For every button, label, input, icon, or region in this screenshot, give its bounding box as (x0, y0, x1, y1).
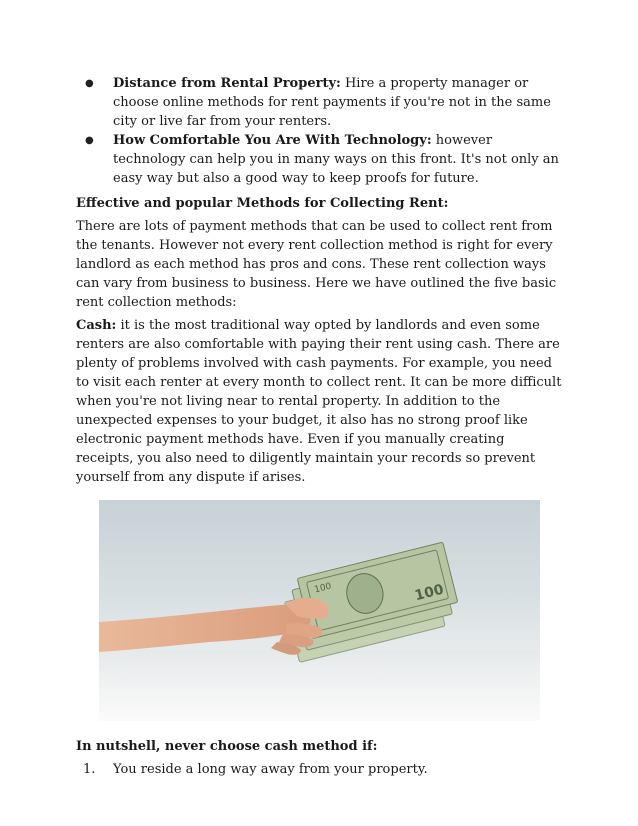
hand (99, 598, 329, 655)
bullet-text: however technology can help you in many ways on this front. It's not only an easy way but also a good way to keep proofs for future. (113, 133, 559, 186)
bullet-icon: ● (85, 135, 94, 146)
section-heading: Effective and popular Methods for Collecting Rent: (76, 196, 449, 211)
hand-holding-cash-photo (99, 500, 540, 721)
intro-paragraph: There are lots of payment methods that can be used to collect rent from the tenants. However not every rent collection method is right for every landlord as each method has pros and cons. These rent collection ways can vary from business to business. Here we have outlined the five basic rent collection methods: (76, 219, 557, 310)
list-item (76, 131, 564, 188)
bullet-icon: ● (85, 78, 94, 89)
bullet-title: Distance from Rental Property: (113, 76, 341, 91)
cash-illustration (99, 500, 540, 721)
list-item (76, 760, 564, 779)
considerations-list (76, 74, 564, 188)
svg-text:100: 100 (413, 581, 446, 605)
list-number: 1. (83, 762, 96, 777)
bullet-text: Hire a property manager or choose online methods for rent payments if you're not in the same city or live far from your renters. (113, 76, 551, 129)
svg-text:100: 100 (313, 581, 333, 596)
cash-label: Cash: (76, 318, 117, 333)
list-item (76, 74, 564, 131)
document-content (76, 74, 564, 779)
list-item-text: You reside a long way away from your property. (113, 762, 428, 777)
cash-text: it is the most traditional way opted by landlords and even some renters are also comfortable with paying their rent using cash. There are plenty of problems involved with cash payments. For example, you need to visit each renter at every month to collect rent. It can be more difficult when you're not living near to rental property. In addition to the unexpected expenses to your budget, it also has no strong proof like electronic payment methods have. Even if you manually creating receipts, you also need to diligently maintain your records so prevent yourself from any dispute if arises. (76, 318, 562, 485)
nutshell-heading: In nutshell, never choose cash method if: (76, 739, 378, 754)
cash-paragraph (76, 316, 564, 487)
numbered-list (76, 760, 564, 779)
bullet-title: How Comfortable You Are With Technology: (113, 133, 432, 148)
